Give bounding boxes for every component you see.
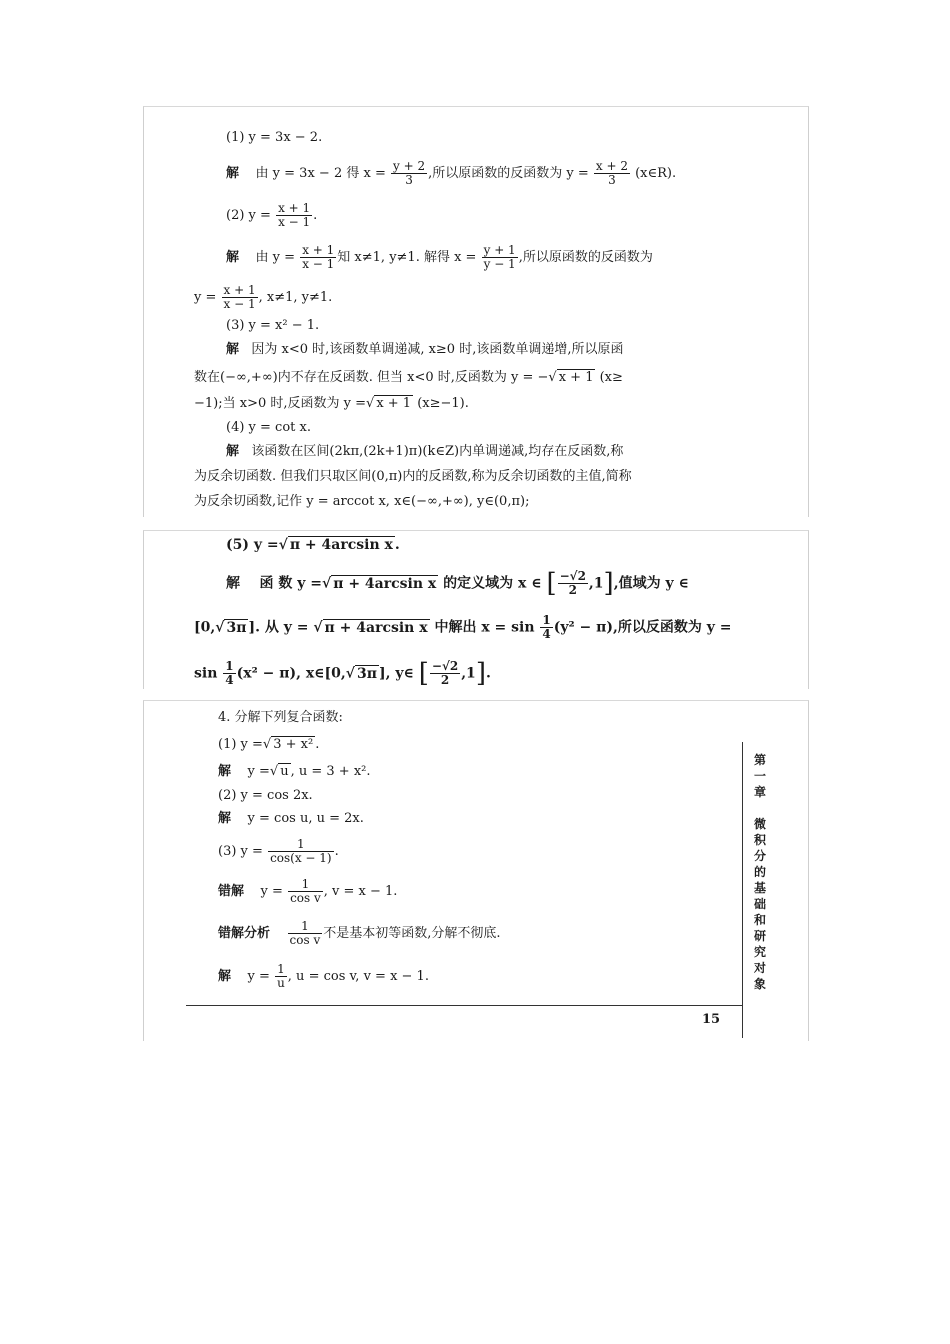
page-number: 15 <box>702 1012 721 1027</box>
problem-5: (5) y =√ π + 4arcsin x . <box>226 537 400 553</box>
chapter-char: 研 <box>753 929 766 943</box>
solution-label: 解 <box>218 764 232 779</box>
chapter-char: 对 <box>753 961 766 975</box>
solution-label: 解 <box>226 342 240 357</box>
solution-text: (x≥−1). <box>417 396 469 411</box>
chapter-char: 的 <box>753 865 766 879</box>
numerator: y + 2 <box>392 159 426 173</box>
denominator: x − 1 <box>278 215 311 229</box>
solution-5-line-1: 解 函 数 y =√ π + 4arcsin x 的定义域为 x ∈ [ $\frac{-√2}{2}$ ,1],值域为 y ∈ <box>226 568 689 599</box>
solution-text: 函 数 y = <box>259 575 322 592</box>
solution-text: 的定义域为 x ∈ <box>443 575 542 592</box>
chapter-char: 积 <box>753 833 766 847</box>
solution-1: 解 y =√ u , u = 3 + x². <box>218 764 371 779</box>
chapter-char: 章 <box>753 785 766 799</box>
sqrt-radicand: u <box>280 764 289 779</box>
bracket-right: ] <box>603 568 614 599</box>
chapter-char: 和 <box>753 913 766 927</box>
numerator: 1 <box>225 659 234 673</box>
solution-text: 数在(−∞,+∞)内不存在反函数. 但当 x<0 时,反函数为 y = − <box>194 370 549 385</box>
solution-2-line-2 <box>194 284 332 311</box>
sqrt-radicand: x + 1 <box>558 370 594 385</box>
chapter-char <box>750 800 770 816</box>
problem-text: (1) y = <box>218 737 263 752</box>
fraction <box>268 838 334 865</box>
chapter-char: 究 <box>753 945 766 959</box>
footer-divider <box>186 1005 742 1006</box>
bracket-left: [ <box>546 568 557 599</box>
denominator: 3 <box>405 173 413 187</box>
problem-text: . <box>334 844 339 859</box>
solution-text: , v = x − 1. <box>323 884 398 899</box>
solution-text: y = cos u, u = 2x. <box>247 811 364 826</box>
denominator: 2 <box>568 583 577 597</box>
solution-text: [0, <box>194 619 216 636</box>
fraction <box>222 284 258 311</box>
solution-1 <box>226 160 676 187</box>
exercise-title: 4. 分解下列复合函数: <box>218 710 343 725</box>
problem-text: . <box>315 737 320 752</box>
wrong-solution <box>218 878 397 905</box>
problem-1: (1) y = 3x − 2. <box>226 130 323 145</box>
solution-text: (y² − π),所以反函数为 y = <box>553 619 732 636</box>
fraction <box>482 244 518 271</box>
numerator: 1 <box>542 613 551 627</box>
solution-text: 中解出 x = sin <box>434 619 535 636</box>
solution-text: (x∈R). <box>635 166 677 181</box>
numerator: −√2 <box>431 659 459 673</box>
denominator: x − 1 <box>302 257 335 271</box>
solution-text: y = <box>194 290 217 305</box>
sqrt-radicand: x + 1 <box>376 396 412 411</box>
solution-5-line-3: sin $\frac{1}{4}$ (x² − π), x∈[0,√ 3π ], y∈ [ $\frac{-√2}{2}$ ,1]. <box>194 658 491 689</box>
solution-text: , x≠1, y≠1. <box>258 290 333 305</box>
problem-2: (2) y = cos 2x. <box>218 788 313 803</box>
solution-text: ,所以原函数的反函数为 <box>518 250 653 265</box>
solution-label: 解 <box>226 575 240 592</box>
sqrt-radicand: 3 + x² <box>273 737 314 752</box>
problem-3 <box>218 838 339 865</box>
wrong-solution-label: 错解 <box>218 884 245 899</box>
solution-text: sin <box>194 665 218 682</box>
chapter-char: 基 <box>753 881 766 895</box>
problem-1: (1) y =√ 3 + x² . <box>218 737 320 752</box>
solution-2 <box>218 811 364 827</box>
solution-3-line-1 <box>226 342 623 358</box>
solution-text: (x² − π), x∈[0, <box>236 665 346 682</box>
solution-4-line-1 <box>226 444 623 460</box>
sqrt-radicand: 3π <box>226 619 247 636</box>
solution-2-line-1 <box>226 244 653 271</box>
fraction <box>300 244 336 271</box>
solution-text: , u = cos v, v = x − 1. <box>287 969 429 984</box>
chapter-char: 微 <box>753 817 766 831</box>
solution-label: 解 <box>226 166 240 181</box>
denominator: y − 1 <box>483 257 516 271</box>
numerator: y + 1 <box>483 243 516 257</box>
margin-divider <box>742 742 743 1038</box>
fraction <box>430 660 460 687</box>
solution-label: 解 <box>218 811 232 826</box>
numerator: x + 1 <box>278 201 311 215</box>
solution-4-line-2: 为反余切函数. 但我们只取区间(0,π)内的反函数,称为反余切函数的主值,简称 <box>194 469 632 484</box>
denominator: cos v <box>290 891 321 905</box>
solution-3-line-2: 数在(−∞,+∞)内不存在反函数. 但当 x<0 时,反函数为 y = −√ x + 1 (x≥ <box>194 370 623 385</box>
numerator: x + 1 <box>223 283 256 297</box>
solution-text: . <box>485 665 491 682</box>
bracket-left: [ <box>418 658 429 689</box>
solution-label: 解 <box>218 969 232 984</box>
solution-text: 由 y = <box>255 250 296 265</box>
correct-solution <box>218 963 429 990</box>
solution-label: 解 <box>226 250 240 265</box>
solution-text: ,值域为 y ∈ <box>613 575 689 592</box>
wrong-solution-analysis <box>218 920 501 947</box>
numerator: 1 <box>288 920 323 934</box>
chapter-char: 分 <box>753 849 766 863</box>
numerator: 1 <box>268 838 334 852</box>
chapter-char: 象 <box>753 977 766 991</box>
fraction <box>540 614 552 641</box>
solution-text: −1);当 x>0 时,反函数为 y = <box>194 396 367 411</box>
fraction <box>275 963 287 990</box>
solution-text: y = <box>247 764 270 779</box>
sqrt-radicand: 3π <box>356 665 377 682</box>
solution-text: y = <box>247 969 270 984</box>
fraction <box>276 202 312 229</box>
solution-text: 由 y = 3x − 2 得 x = <box>255 166 386 181</box>
problem-text: . <box>394 537 400 553</box>
fraction <box>223 660 235 687</box>
solution-4-line-3: 为反余切函数,记作 y = arccot x, x∈(−∞,+∞), y∈(0,π); <box>194 494 530 509</box>
denominator: 4 <box>542 627 551 641</box>
bracket-right: ] <box>475 658 486 689</box>
solution-text: ,所以原函数的反函数为 y = <box>428 166 589 181</box>
sqrt-radicand: π + 4arcsin x <box>324 619 428 636</box>
numerator: x + 2 <box>595 159 628 173</box>
solution-text: 知 x≠1, y≠1. 解得 x = <box>337 250 477 265</box>
sqrt-radicand: π + 4arcsin x <box>289 537 393 553</box>
solution-text: 因为 x<0 时,该函数单调递减, x≥0 时,该函数单调递增,所以原函 <box>251 342 624 357</box>
solution-text: ,1 <box>461 665 476 682</box>
sqrt-radicand: π + 4arcsin x <box>333 575 437 592</box>
numerator: −√2 <box>559 569 586 583</box>
denominator: 4 <box>225 673 234 687</box>
denominator: 3 <box>608 173 616 187</box>
solution-text: y = <box>260 884 283 899</box>
fraction <box>288 920 323 947</box>
solution-label: 解 <box>226 444 240 459</box>
fraction <box>558 570 588 597</box>
denominator: u <box>277 976 285 990</box>
solution-text: ,1 <box>588 575 604 592</box>
problem-text: (5) y = <box>226 537 279 553</box>
denominator: cos v <box>289 933 321 947</box>
fraction <box>391 160 427 187</box>
analysis-label: 错解分析 <box>218 926 271 941</box>
chapter-side-title <box>750 752 770 992</box>
problem-3: (3) y = x² − 1. <box>226 318 320 333</box>
solution-text: , u = 3 + x². <box>290 764 371 779</box>
denominator: cos(x − 1) <box>270 851 332 865</box>
problem-4: (4) y = cot x. <box>226 420 311 435</box>
chapter-char: 一 <box>753 769 766 783</box>
chapter-char: 础 <box>753 897 766 911</box>
denominator: 2 <box>440 673 450 687</box>
solution-text: 该函数在区间(2kπ,(2k+1)π)(k∈Z)内单调递减,均存在反函数,称 <box>251 444 624 459</box>
problem-text: (2) y = <box>226 208 271 223</box>
denominator: x − 1 <box>223 297 256 311</box>
problem-2: (2) y = $\frac{x + 1}{x - 1}$ . <box>226 201 318 229</box>
problem-text: (3) y = <box>218 844 263 859</box>
solution-text: ]. 从 y = <box>248 619 309 636</box>
numerator: 1 <box>275 963 287 977</box>
fraction <box>288 878 323 905</box>
fraction <box>594 160 630 187</box>
chapter-char: 第 <box>753 753 766 767</box>
numerator: 1 <box>288 878 323 892</box>
numerator: x + 1 <box>302 243 335 257</box>
solution-text: (x≥ <box>599 370 623 385</box>
analysis-text: 不是基本初等函数,分解不彻底. <box>323 926 501 941</box>
solution-5-line-2: [0,√ 3π ]. 从 y = √ π + 4arcsin x 中解出 x = sin $\frac{1}{4}$ (y² − π),所以反函数为 y = <box>194 613 732 641</box>
solution-3-line-3: −1);当 x>0 时,反函数为 y =√ x + 1 (x≥−1). <box>194 396 469 411</box>
solution-text: ], y∈ <box>378 665 414 682</box>
